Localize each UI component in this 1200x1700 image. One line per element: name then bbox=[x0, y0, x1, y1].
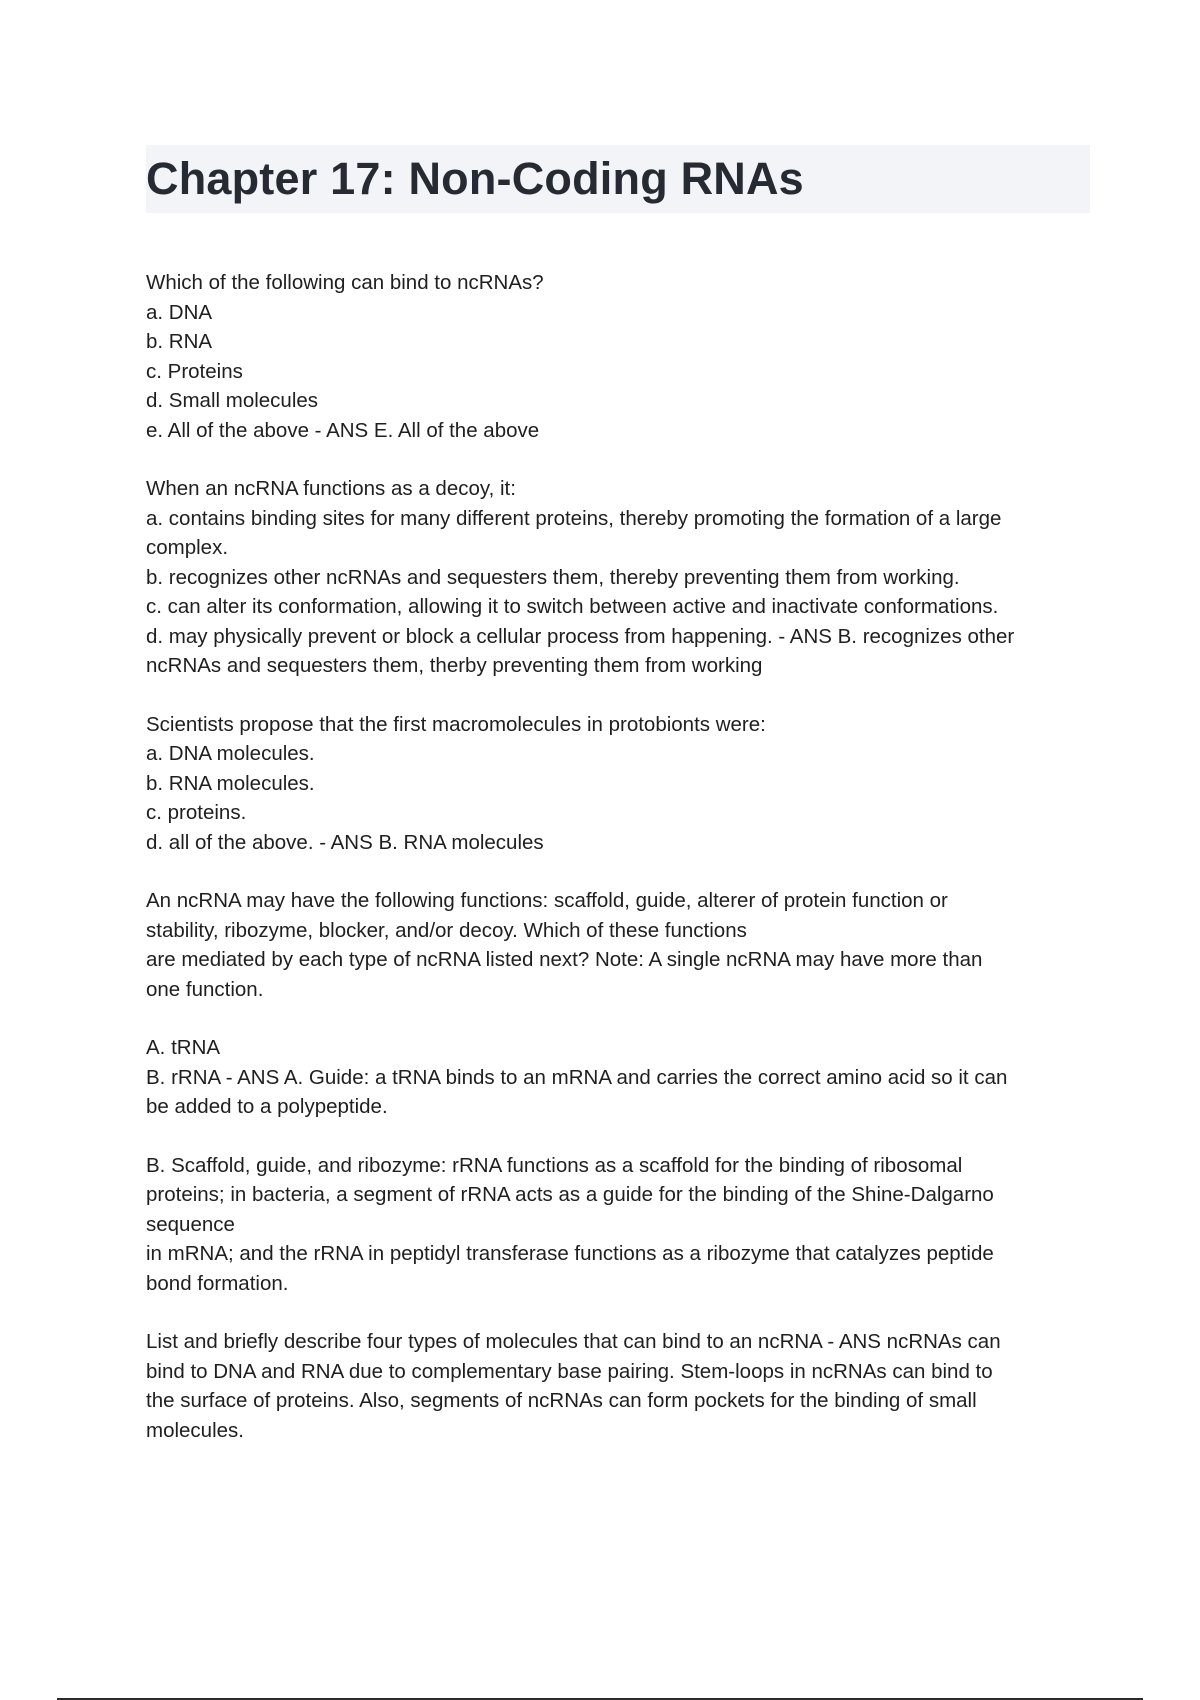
text-line: a. DNA bbox=[146, 300, 213, 324]
text-line: An ncRNA may have the following functions: scaffold, guide, alterer of protein function or bbox=[146, 889, 948, 912]
text-line: When an ncRNA functions as a decoy, it: bbox=[146, 477, 516, 500]
text-line: a. contains binding sites for many different proteins, thereby promoting the formation of a large bbox=[146, 506, 1002, 530]
question-block bbox=[146, 1151, 1090, 1299]
text-line: c. proteins. bbox=[146, 801, 247, 824]
text-line: bond formation. bbox=[146, 1271, 289, 1295]
text-line: b. RNA molecules. bbox=[146, 771, 315, 795]
text-line: complex. bbox=[146, 536, 229, 559]
text-line: ncRNAs and sequesters them, therby preventing them from working bbox=[146, 654, 763, 677]
text-line: c. Proteins bbox=[146, 359, 243, 383]
text-line: d. Small molecules bbox=[146, 389, 319, 412]
document-body bbox=[146, 268, 1090, 1474]
text-line: bind to DNA and RNA due to complementary base pairing. Stem-loops in ncRNAs can bind to bbox=[146, 1359, 993, 1383]
text-line: proteins; in bacteria, a segment of rRNA acts as a guide for the binding of the Shine-Dalgarno bbox=[146, 1183, 994, 1206]
question-block bbox=[146, 1327, 1090, 1445]
text-line: B. rRNA - ANS A. Guide: a tRNA binds to an mRNA and carries the correct amino acid so it can bbox=[146, 1065, 1008, 1089]
text-line: are mediated by each type of ncRNA listed next? Note: A single ncRNA may have more than bbox=[146, 948, 983, 971]
text-line: in mRNA; and the rRNA in peptidyl transferase functions as a ribozyme that catalyzes peptide bbox=[146, 1242, 994, 1265]
text-line: d. may physically prevent or block a cellular process from happening. - ANS B. recognizes other bbox=[146, 624, 1015, 648]
question-block bbox=[146, 1033, 1090, 1122]
text-line: sequence bbox=[146, 1212, 235, 1236]
text-line: Which of the following can bind to ncRNAs? bbox=[146, 271, 544, 294]
text-line: the surface of proteins. Also, segments of ncRNAs can form pockets for the binding of small bbox=[146, 1389, 977, 1412]
question-block bbox=[146, 268, 1090, 445]
text-line: e. All of the above - ANS E. All of the above bbox=[146, 418, 540, 442]
text-line: b. recognizes other ncRNAs and sequesters them, thereby preventing them from working. bbox=[146, 565, 960, 589]
question-block bbox=[146, 474, 1090, 681]
text-line: A. tRNA bbox=[146, 1036, 221, 1059]
text-line: Scientists propose that the first macromolecules in protobionts were: bbox=[146, 712, 766, 736]
text-line: List and briefly describe four types of molecules that can bind to an ncRNA - ANS ncRNAs can bbox=[146, 1330, 1001, 1353]
text-line: a. DNA molecules. bbox=[146, 742, 315, 765]
text-line: stability, ribozyme, blocker, and/or decoy. Which of these functions bbox=[146, 918, 747, 942]
text-line: B. Scaffold, guide, and ribozyme: rRNA functions as a scaffold for the binding of ribosomal bbox=[146, 1153, 963, 1177]
page-title: Chapter 17: Non-Coding RNAs bbox=[146, 153, 804, 204]
text-line: c. can alter its conformation, allowing it to switch between active and inactivate conformations. bbox=[146, 595, 999, 618]
text-line: be added to a polypeptide. bbox=[146, 1095, 388, 1118]
text-line: molecules. bbox=[146, 1418, 244, 1442]
text-line: d. all of the above. - ANS B. RNA molecules bbox=[146, 830, 544, 854]
text-line: one function. bbox=[146, 977, 264, 1001]
text-line: b. RNA bbox=[146, 330, 213, 353]
question-block bbox=[146, 710, 1090, 858]
question-block bbox=[146, 886, 1090, 1004]
